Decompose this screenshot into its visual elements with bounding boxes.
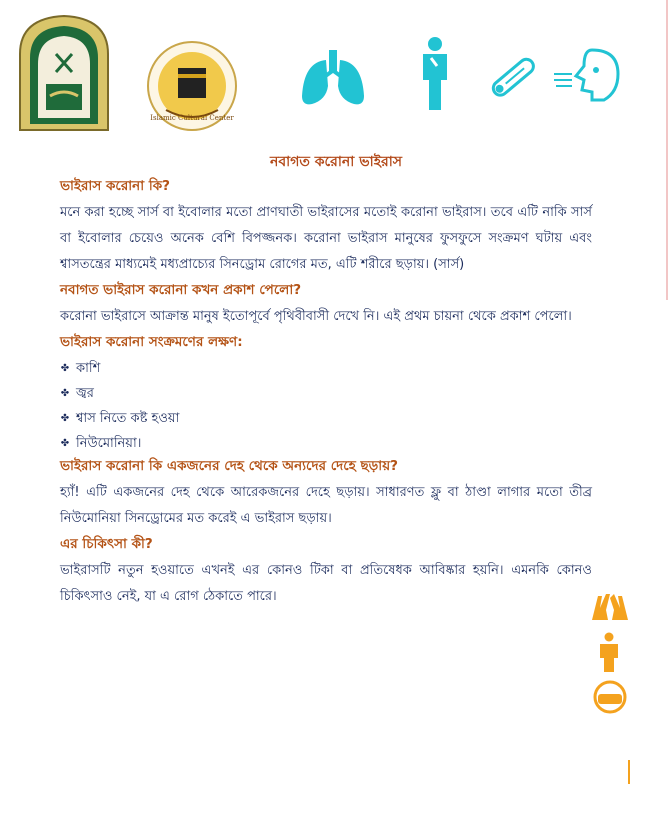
person-icon	[415, 36, 455, 112]
bullet-icon: ✤	[60, 413, 70, 424]
edge-mark	[626, 760, 632, 784]
islamic-center-logo	[146, 40, 238, 132]
list-item	[60, 406, 592, 431]
section-text: মনে করা হচ্ছে সার্স বা ইবোলার মতো প্রাণঘাতী ভাইরাসের মতোই করোনা ভাইরাস। তবে এটি নাকি সার্স বা ইবোলার চেয়েও অনেক বেশি বিপজ্জনক। করোনা ভাইরাস মানুষের ফুসফুসে সংক্রমণ ঘটায় এবং শ্বাসতন্ত্রের মাধ্যমেই মধ্যপ্রাচ্যের সিনড্রোম রোগের মত, এটি শরীরে ছড়ায়। (সার্স)	[60, 205, 592, 272]
article-body	[60, 176, 592, 612]
lungs-icon	[298, 46, 368, 108]
list-item	[60, 381, 592, 406]
symptom-list	[60, 356, 592, 456]
section-heading: ভাইরাস করোনা সংক্রমণের লক্ষণ:	[60, 334, 243, 350]
list-item-text: কাশি	[76, 361, 101, 376]
list-item-text: নিউমোনিয়া।	[76, 436, 142, 451]
section-text: ভাইরাসটি নতুন হওয়াতে এখনই এর কোনও টিকা বা প্রতিষেধক আবিষ্কার হয়নি। এমনকি কোনও চিকিৎসাও নেই, যা এ রোগ ঠেকাতে পারে।	[60, 563, 592, 604]
section-text: করোনা ভাইরাসে আক্রান্ত মানুষ ইতোপূর্বে পৃথিবীবাসী দেখে নি। এই প্রথম চায়না থেকে প্রকাশ পেলো।	[60, 309, 572, 324]
list-item	[60, 431, 592, 456]
list-item-text: জ্বর	[76, 386, 94, 401]
section-heading: ভাইরাস করোনা কি একজনের দেহ থেকে অন্যদের দেহে ছড়ায়?	[60, 458, 399, 474]
cough-icon	[552, 46, 622, 104]
thermometer-icon	[484, 50, 544, 106]
bullet-icon: ✤	[60, 388, 70, 399]
bullet-icon: ✤	[60, 438, 70, 449]
section-heading: নবাগত ভাইরাস করোনা কখন প্রকাশ পেলো?	[60, 282, 302, 298]
person-orange-icon	[596, 632, 622, 672]
section-text: হ্যাঁ! এটি একজনের দেহ থেকে আরেকজনের দেহে ছড়ায়। সাধারণত ফ্লু বা ঠাণ্ডা লাগার মতো তীব্র নিউমোনিয়া সিনড্রোমের মত করেই এ ভাইরাস ছড়ায়।	[60, 485, 592, 526]
list-item	[60, 356, 592, 381]
logo-text: Islamic Cultural Center	[150, 114, 234, 122]
mask-icon	[590, 680, 630, 714]
section-heading: ভাইরাস করোনা কি?	[60, 178, 170, 194]
page-title: নবাগত করোনা ভাইরাস	[269, 154, 402, 170]
bullet-icon: ✤	[60, 363, 70, 374]
list-item-text: শ্বাস নিতে কষ্ট হওয়া	[76, 411, 180, 426]
hands-icon	[588, 590, 632, 624]
ministry-logo	[16, 14, 112, 132]
section-heading: এর চিকিৎসা কী?	[60, 536, 153, 552]
